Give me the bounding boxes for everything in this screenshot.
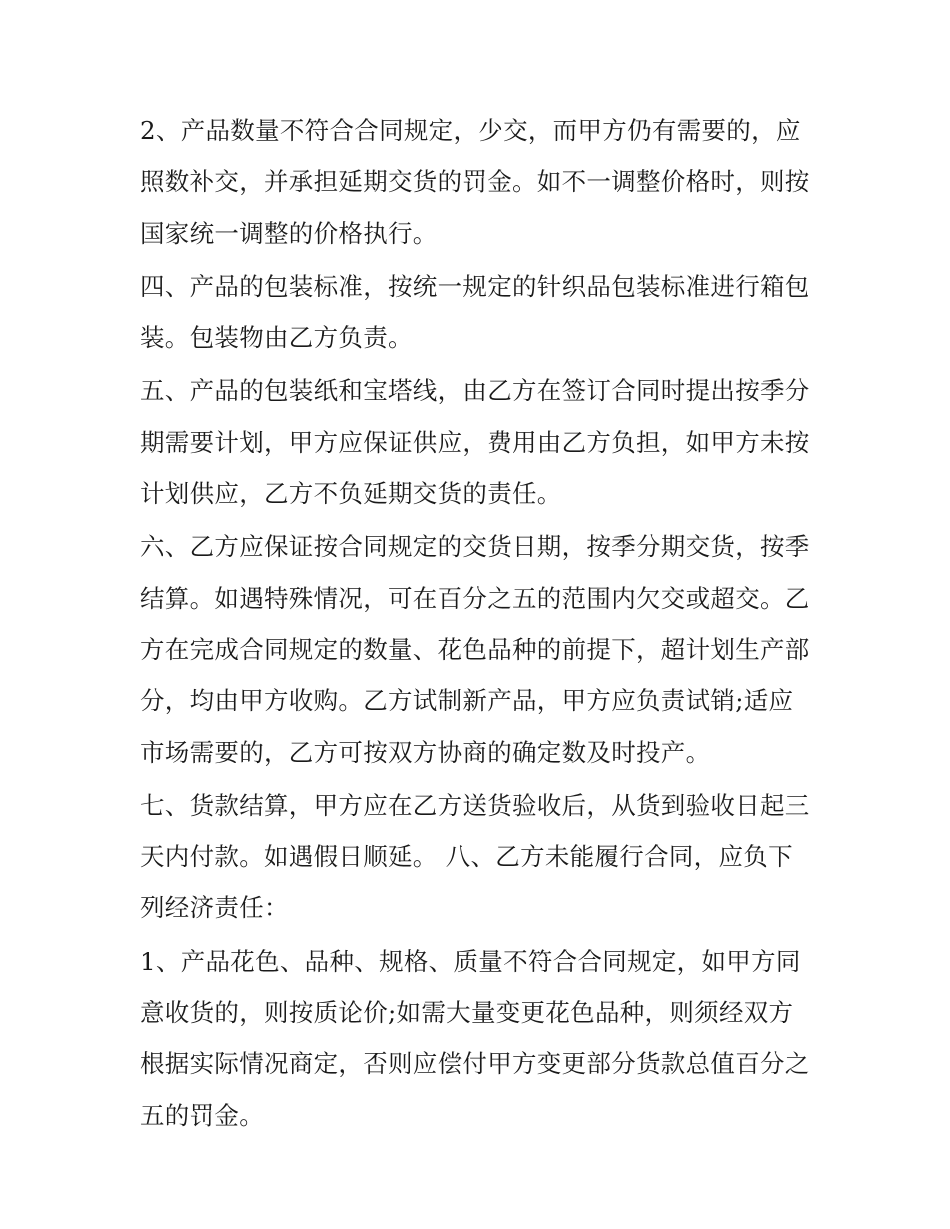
text-line: 五的罚金。 <box>140 1100 264 1130</box>
text-line: 四、产品的包装标准，按统一规定的针织品包装标准进行箱包 <box>140 271 810 301</box>
text-line: 2、产品数量不符合合同规定，少交，而甲方仍有需要的，应 <box>140 116 801 145</box>
text-line: 1、产品花色、品种、规格、质量不符合合同规定，如甲方同 <box>140 946 801 976</box>
paragraph-packaging-standard <box>140 261 820 364</box>
text-line: 六、乙方应保证按合同规定的交货日期，按季分期交货，按季 <box>140 532 810 562</box>
text-line: 七、货款结算，甲方应在乙方送货验收后，从货到验收日起三 <box>140 790 810 820</box>
text-line: 五、产品的包装纸和宝塔线，由乙方在签订合同时提出按季分 <box>140 376 810 406</box>
paragraph-quantity-shortfall <box>140 105 820 259</box>
text-line: 根据实际情况商定，否则应偿付甲方变更部分货款总值百分之 <box>140 1049 810 1079</box>
text-line: 照数补交，并承担延期交货的罚金。如不一调整价格时，则按 <box>140 167 810 197</box>
text-line: 天内付款。如遇假日顺延。 八、乙方未能履行合同，应负下 <box>140 842 793 872</box>
text-line: 列经济责任： <box>140 893 289 923</box>
paragraph-payment-settlement <box>140 780 820 934</box>
text-line: 期需要计划，甲方应保证供应，费用由乙方负担，如甲方未按 <box>140 427 810 457</box>
text-line: 计划供应，乙方不负延期交货的责任。 <box>140 479 562 509</box>
paragraph-quality-liability <box>140 936 820 1141</box>
text-line: 结算。如遇特殊情况，可在百分之五的范围内欠交或超交。乙 <box>140 583 810 613</box>
text-line: 意收货的，则按质论价;如需大量变更花色品种，则须经双方 <box>140 998 794 1028</box>
paragraph-delivery-schedule <box>140 521 820 777</box>
text-line: 国家统一调整的价格执行。 <box>140 218 438 248</box>
text-line: 装。包装物由乙方负责。 <box>140 323 413 353</box>
text-line: 方在完成合同规定的数量、花色品种的前提下，超计划生产部 <box>140 634 810 664</box>
text-line: 分，均由甲方收购。乙方试制新产品，甲方应负责试销;适应 <box>140 686 794 716</box>
document-body <box>140 105 820 1143</box>
paragraph-packaging-materials <box>140 365 820 519</box>
text-line: 市场需要的，乙方可按双方协商的确定数及时投产。 <box>140 737 711 767</box>
